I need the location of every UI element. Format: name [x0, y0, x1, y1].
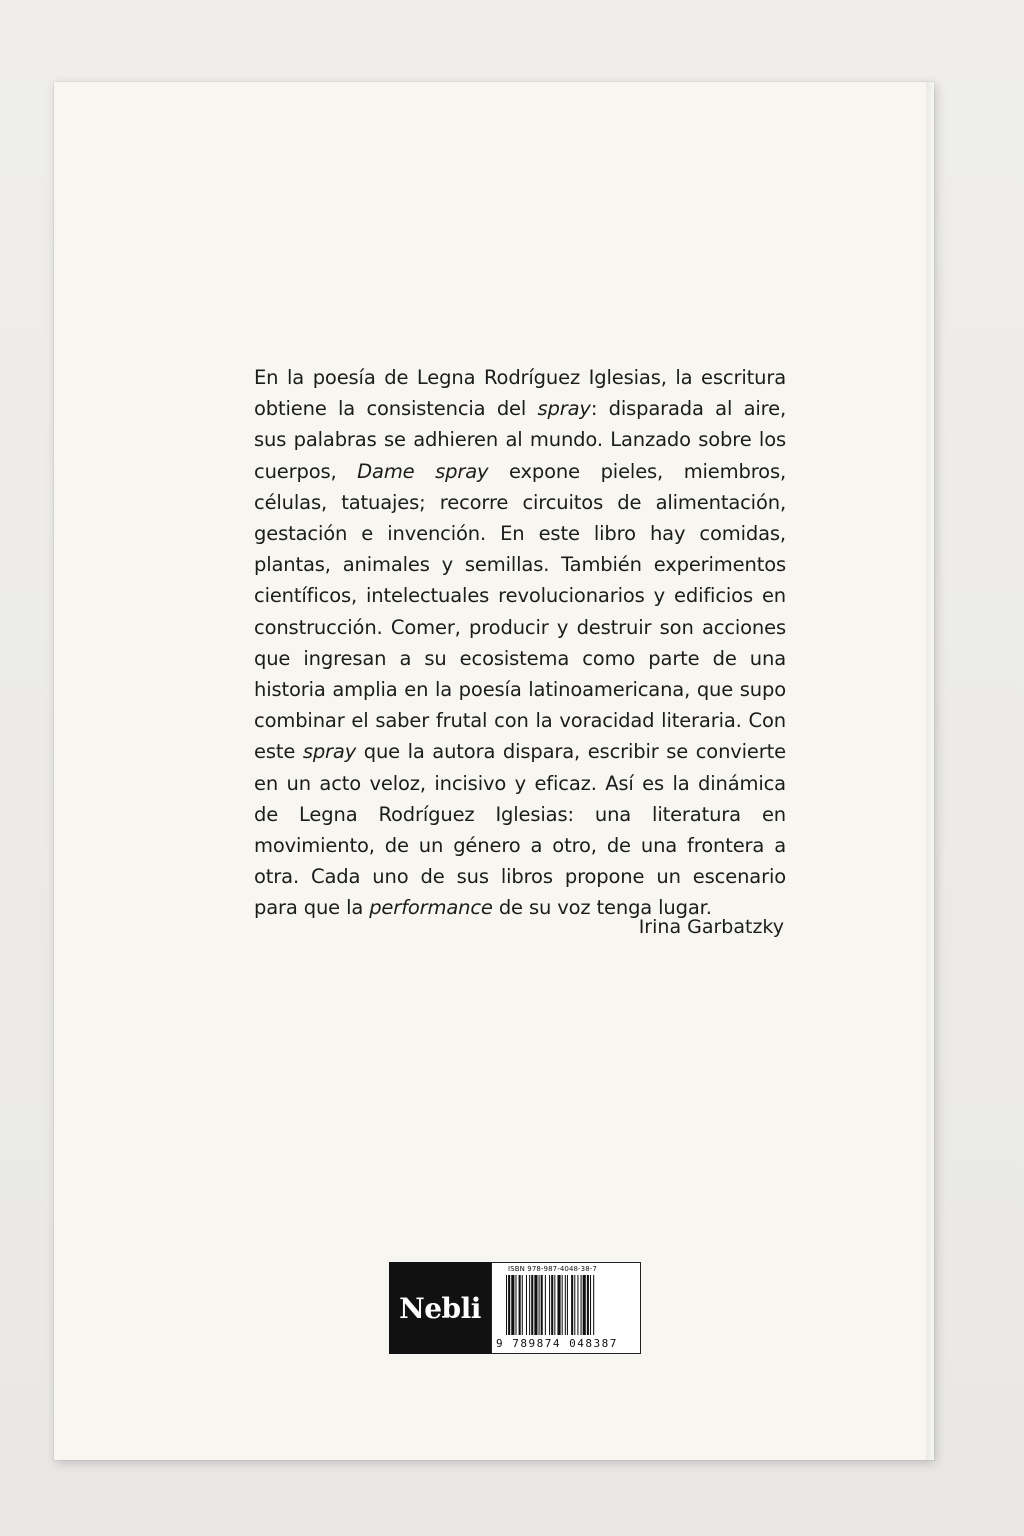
- barcode-bar: [545, 1275, 546, 1335]
- barcode-bar: [551, 1275, 553, 1335]
- barcode-bar: [511, 1275, 514, 1335]
- barcode-bars: [506, 1275, 632, 1335]
- barcode-bar: [539, 1275, 540, 1335]
- barcode-bar: [549, 1275, 550, 1335]
- barcode-bar: [506, 1275, 507, 1335]
- blurb-italic-book-title: Dame spray: [357, 459, 489, 483]
- blurb-italic-performance: performance: [369, 896, 493, 920]
- barcode-bar: [557, 1275, 560, 1335]
- barcode-bar: [587, 1275, 589, 1335]
- barcode-bar: [577, 1275, 578, 1335]
- barcode-bar: [567, 1275, 568, 1335]
- barcode-bar: [534, 1275, 537, 1335]
- blurb-text-3: expone pieles, miembros, células, tatuajes; recorre circuitos de alimentación, gestación e invención. En este libro hay comidas, plantas, animales y semillas. También experimentos científicos, intelectuales revolucionarios y edificios en construcción. Comer, producir y destruir son acciones que ingresan a su ecosistema como parte de una historia amplia en la poesía latinoamericana, que supo combinar el saber frutal con la voracidad literaria. Con este: [254, 459, 787, 764]
- barcode-bar: [593, 1275, 594, 1335]
- book-spine-edge: [926, 82, 934, 1460]
- barcode-bar: [541, 1275, 543, 1335]
- barcode-bar: [522, 1275, 523, 1335]
- isbn-barcode: [491, 1262, 641, 1354]
- publisher-logo: [389, 1262, 491, 1354]
- barcode-bar: [562, 1275, 563, 1335]
- barcode-bar: [565, 1275, 566, 1335]
- barcode-bar: [529, 1275, 530, 1335]
- blurb-italic-spray-2: spray: [302, 740, 357, 764]
- barcode-bar: [590, 1275, 591, 1335]
- back-cover-blurb: [254, 362, 786, 924]
- isbn-label: ISBN 978-987-4048-38-7: [508, 1265, 597, 1273]
- blurb-text-1: En la poesía de Legna Rodríguez Iglesias, la escritura obtiene la consistencia del: [254, 366, 786, 421]
- barcode-bar: [515, 1275, 516, 1335]
- blurb-italic-spray: spray: [537, 397, 591, 421]
- barcode-bar: [526, 1275, 527, 1335]
- blurb-author: Irina Garbatzky: [638, 916, 784, 938]
- barcode-bar: [571, 1275, 573, 1335]
- blurb-text-5: de su voz tenga lugar.: [492, 896, 712, 920]
- barcode-bar: [508, 1275, 510, 1335]
- barcode-bar: [583, 1275, 586, 1335]
- book-back-cover: [54, 82, 934, 1460]
- blurb-text-2: : disparada al aire, sus palabras se adhieren al mundo. Lanzado sobre los cuerpos,: [254, 397, 786, 483]
- ean-digits: 9 789874 048387: [496, 1337, 618, 1350]
- publisher-logo-text: Nebli: [399, 1291, 481, 1325]
- barcode-bar: [531, 1275, 533, 1335]
- barcode-bar: [519, 1275, 521, 1335]
- blurb-text-4: que la autora dispara, escribir se convierte en un acto veloz, incisivo y eficaz. Así es la dinámica de Legna Rodríguez Iglesias: una literatura en movimiento, de un género a otro, de una frontera a otra. Cada uno de sus libros propone un escenario para que la: [254, 740, 786, 920]
- barcode-bar: [554, 1275, 555, 1335]
- barcode-bar: [574, 1275, 575, 1335]
- barcode-bar: [581, 1275, 582, 1335]
